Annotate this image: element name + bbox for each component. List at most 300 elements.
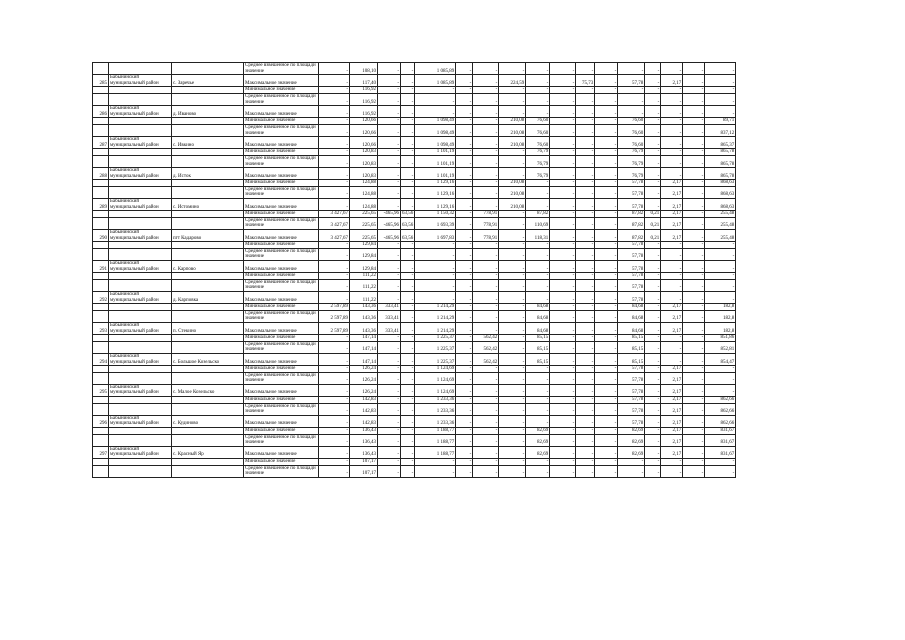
value-cell: 57,78	[618, 261, 645, 273]
value-cell: -	[401, 291, 415, 303]
value-cell: -	[526, 384, 550, 396]
value-cell: 865,78	[705, 168, 736, 180]
row-number	[93, 273, 109, 280]
row-number	[93, 434, 109, 446]
value-cell: 333,41	[378, 310, 401, 322]
value-type: Минимальное значение	[244, 335, 319, 342]
value-cell: 84,68	[526, 304, 550, 311]
value-cell: -	[378, 341, 401, 353]
value-cell: -	[595, 446, 618, 458]
value-cell: -	[473, 304, 499, 311]
value-type: Максимальное значение	[244, 353, 319, 365]
row-number	[93, 459, 109, 466]
value-cell: 2,17	[661, 434, 683, 446]
value-cell: 107,17	[350, 465, 378, 477]
value-cell: -	[401, 149, 415, 156]
value-cell: 63,56	[401, 217, 415, 229]
value-cell: -	[645, 180, 661, 187]
value-cell: -	[550, 291, 576, 303]
value-cell: 87,82	[526, 211, 550, 218]
value-cell: -	[645, 415, 661, 427]
value-cell: 1 214,29	[415, 310, 456, 322]
table-row	[93, 93, 736, 105]
value-type: Минимальное значение	[244, 118, 319, 125]
settlement-name: с. Красный Яр	[172, 446, 244, 458]
table-row	[93, 75, 736, 87]
value-cell: 57,78	[618, 403, 645, 415]
value-cell: -	[473, 180, 499, 187]
value-cell: -	[683, 353, 705, 365]
value-cell: 85,15	[526, 341, 550, 353]
value-cell: -	[401, 242, 415, 249]
row-number	[93, 211, 109, 218]
value-cell: -	[499, 459, 526, 466]
value-cell: -	[595, 384, 618, 396]
row-number: 290	[93, 230, 109, 242]
value-cell: 1 101,19	[415, 149, 456, 156]
value-cell: -	[473, 63, 499, 75]
value-cell: -	[683, 137, 705, 149]
value-cell: -	[456, 242, 473, 249]
settlement-name	[172, 335, 244, 342]
value-cell: -	[499, 106, 526, 118]
value-type: Минимальное значение	[244, 242, 319, 249]
value-cell: -	[319, 261, 350, 273]
value-cell: -	[473, 186, 499, 198]
value-cell: -	[550, 353, 576, 365]
value-cell: -	[683, 322, 705, 334]
value-cell: -	[319, 118, 350, 125]
value-cell: -	[595, 304, 618, 311]
value-cell: -	[378, 137, 401, 149]
value-cell: -	[473, 322, 499, 334]
value-cell: -	[645, 465, 661, 477]
value-cell: 333,41	[378, 322, 401, 334]
value-cell: -	[595, 291, 618, 303]
district-name	[109, 372, 172, 384]
value-cell: -	[456, 434, 473, 446]
district-name: Бабынинский муниципальный район	[109, 199, 172, 211]
value-cell: -	[683, 335, 705, 342]
value-cell: 126,24	[350, 366, 378, 373]
district-name: Бабынинский муниципальный район	[109, 137, 172, 149]
value-cell: -	[526, 465, 550, 477]
value-cell: -	[645, 291, 661, 303]
row-number	[93, 372, 109, 384]
value-cell: -	[576, 446, 595, 458]
value-cell: -	[705, 273, 736, 280]
value-cell: 76,79	[526, 168, 550, 180]
value-cell: 57,78	[618, 366, 645, 373]
value-cell: -	[661, 353, 683, 365]
district-name	[109, 459, 172, 466]
value-cell: -	[456, 304, 473, 311]
value-cell: -	[645, 428, 661, 435]
value-cell: -	[661, 149, 683, 156]
value-cell: -	[550, 415, 576, 427]
value-cell: 126,24	[350, 384, 378, 396]
value-cell: 57,78	[618, 180, 645, 187]
value-cell: -	[595, 137, 618, 149]
value-cell: -	[576, 186, 595, 198]
value-cell: 76,79	[526, 149, 550, 156]
value-cell: -	[683, 106, 705, 118]
value-cell: -	[319, 397, 350, 404]
value-cell: -	[319, 248, 350, 260]
value-type: Среднее взвешенное по площади значение	[244, 155, 319, 167]
value-type: Минимальное значение	[244, 459, 319, 466]
value-cell: -	[526, 261, 550, 273]
value-type: Среднее взвешенное по площади значение	[244, 341, 319, 353]
value-cell: -	[415, 279, 456, 291]
value-cell: -	[499, 446, 526, 458]
value-cell: -	[595, 428, 618, 435]
value-cell: -	[550, 137, 576, 149]
value-cell: -	[499, 415, 526, 427]
value-cell: -	[550, 322, 576, 334]
value-cell: 63,56	[401, 230, 415, 242]
value-cell: 2,17	[661, 403, 683, 415]
value-cell: -	[661, 87, 683, 94]
value-cell: -	[378, 149, 401, 156]
value-cell: -	[661, 273, 683, 280]
value-cell: 1 693,39	[415, 217, 456, 229]
value-cell: -	[319, 279, 350, 291]
value-cell: -	[401, 75, 415, 87]
district-name	[109, 180, 172, 187]
row-number: 291	[93, 261, 109, 273]
value-cell: -	[473, 273, 499, 280]
value-cell: -	[401, 434, 415, 446]
value-cell: -	[401, 353, 415, 365]
value-cell: -	[705, 106, 736, 118]
row-number	[93, 341, 109, 353]
value-cell: 182,8	[705, 310, 736, 322]
district-name	[109, 341, 172, 353]
value-cell: 84,68	[526, 322, 550, 334]
value-cell: -	[683, 291, 705, 303]
value-cell: -	[683, 63, 705, 75]
value-cell: 1 129,16	[415, 199, 456, 211]
value-cell: -	[378, 397, 401, 404]
value-cell: -	[550, 242, 576, 249]
value-cell: -	[550, 63, 576, 75]
value-cell: 0,21	[645, 211, 661, 218]
value-cell: -	[576, 199, 595, 211]
settlement-name: пгт Кадарово	[172, 230, 244, 242]
value-cell: 120,66	[350, 137, 378, 149]
value-cell: -	[595, 93, 618, 105]
value-cell: -	[550, 199, 576, 211]
value-cell: 2,17	[661, 397, 683, 404]
value-type: Среднее взвешенное по площади значение	[244, 248, 319, 260]
value-cell: 76,60	[526, 118, 550, 125]
value-cell: 2 597,89	[319, 304, 350, 311]
value-cell: -465,96	[378, 211, 401, 218]
value-cell: -	[576, 384, 595, 396]
value-cell: 333,41	[378, 304, 401, 311]
settlement-name	[172, 87, 244, 94]
value-type: Максимальное значение	[244, 168, 319, 180]
value-cell: 831,67	[705, 428, 736, 435]
settlement-name	[172, 279, 244, 291]
value-cell: -	[661, 459, 683, 466]
value-cell: -	[456, 335, 473, 342]
value-cell: -	[683, 279, 705, 291]
value-cell: -	[595, 106, 618, 118]
value-cell: -	[683, 465, 705, 477]
value-cell: -	[499, 211, 526, 218]
district-name	[109, 93, 172, 105]
value-cell: 2,17	[661, 310, 683, 322]
value-cell: -	[319, 366, 350, 373]
value-cell: -	[683, 459, 705, 466]
value-cell: -	[550, 397, 576, 404]
value-cell: -	[378, 186, 401, 198]
value-cell: -	[526, 273, 550, 280]
value-cell: -	[401, 261, 415, 273]
table-row	[93, 415, 736, 427]
value-cell: -	[499, 93, 526, 105]
row-number	[93, 248, 109, 260]
row-number	[93, 124, 109, 136]
table-row	[93, 273, 736, 280]
value-cell: -	[683, 397, 705, 404]
value-cell: -	[473, 242, 499, 249]
value-cell: -	[499, 434, 526, 446]
settlement-name	[172, 273, 244, 280]
value-cell: -	[473, 137, 499, 149]
value-type: Среднее взвешенное по площади значение	[244, 186, 319, 198]
settlement-name: д. Иваново	[172, 106, 244, 118]
value-cell: 2,17	[661, 199, 683, 211]
value-cell: -	[645, 199, 661, 211]
value-cell: -	[401, 93, 415, 105]
value-cell: -	[456, 93, 473, 105]
value-cell: 82,69	[618, 434, 645, 446]
value-cell: -	[319, 384, 350, 396]
value-type: Максимальное значение	[244, 322, 319, 334]
value-cell: -	[319, 341, 350, 353]
value-cell: -	[645, 310, 661, 322]
value-cell: -	[456, 415, 473, 427]
value-cell: -	[576, 261, 595, 273]
value-cell: 1 098,49	[415, 124, 456, 136]
value-cell: -	[473, 428, 499, 435]
value-cell: -	[595, 273, 618, 280]
value-cell: -	[550, 87, 576, 94]
table-row	[93, 279, 736, 291]
value-cell: -	[595, 186, 618, 198]
row-number: 287	[93, 137, 109, 149]
value-cell: 57,78	[618, 273, 645, 280]
value-cell: 82,69	[526, 428, 550, 435]
value-cell: -	[683, 230, 705, 242]
value-cell: -	[550, 304, 576, 311]
value-cell: -	[378, 261, 401, 273]
value-cell: -	[550, 180, 576, 187]
value-cell: -	[661, 63, 683, 75]
table-row	[93, 465, 736, 477]
value-cell: -	[595, 366, 618, 373]
value-cell: -	[595, 397, 618, 404]
district-name	[109, 310, 172, 322]
row-number	[93, 93, 109, 105]
value-cell: -	[526, 180, 550, 187]
value-cell: -	[550, 261, 576, 273]
value-cell: 852,81	[705, 341, 736, 353]
value-cell: 2,17	[661, 180, 683, 187]
value-type: Минимальное значение	[244, 273, 319, 280]
settlement-name	[172, 93, 244, 105]
value-cell: -	[415, 93, 456, 105]
value-cell: 831,67	[705, 446, 736, 458]
value-cell: -	[473, 118, 499, 125]
value-cell: -	[526, 397, 550, 404]
value-cell: -	[499, 341, 526, 353]
value-cell: -	[378, 87, 401, 94]
value-cell: -	[595, 118, 618, 125]
district-name: Бабынинский муниципальный район	[109, 230, 172, 242]
value-cell: -	[683, 211, 705, 218]
value-cell: 225,65	[350, 217, 378, 229]
value-cell: 129,84	[350, 242, 378, 249]
value-cell: -	[645, 186, 661, 198]
table-row	[93, 87, 736, 94]
value-cell: -	[526, 87, 550, 94]
value-cell: -	[576, 63, 595, 75]
value-cell: 2,17	[661, 322, 683, 334]
value-cell: -465,96	[378, 230, 401, 242]
settlement-name	[172, 149, 244, 156]
value-cell: -	[618, 459, 645, 466]
value-cell: -	[319, 106, 350, 118]
value-type: Максимальное значение	[244, 230, 319, 242]
value-cell: -	[499, 322, 526, 334]
table-row	[93, 199, 736, 211]
value-cell: -	[526, 366, 550, 373]
table-row	[93, 230, 736, 242]
district-name	[109, 335, 172, 342]
value-cell: -	[319, 353, 350, 365]
value-cell: -	[319, 446, 350, 458]
value-cell: -	[499, 155, 526, 167]
table-row	[93, 186, 736, 198]
settlement-name	[172, 465, 244, 477]
value-cell: -	[319, 335, 350, 342]
value-cell: -	[456, 230, 473, 242]
value-cell: 118,31	[526, 230, 550, 242]
value-cell: -	[499, 428, 526, 435]
settlement-name: с. Заречье	[172, 75, 244, 87]
value-cell: -	[456, 397, 473, 404]
value-cell: -	[378, 465, 401, 477]
value-cell: -	[473, 397, 499, 404]
row-number	[93, 428, 109, 435]
value-cell: 76,60	[618, 137, 645, 149]
value-cell: 142,83	[350, 397, 378, 404]
value-cell: 136,43	[350, 434, 378, 446]
value-cell: -	[378, 63, 401, 75]
value-cell: 1 124,69	[415, 366, 456, 373]
district-name	[109, 366, 172, 373]
value-cell: -	[499, 335, 526, 342]
value-cell: 116,92	[350, 87, 378, 94]
value-cell: 2 597,89	[319, 310, 350, 322]
value-cell: -	[415, 106, 456, 118]
value-cell: -	[661, 93, 683, 105]
value-cell: -	[456, 291, 473, 303]
table-row	[93, 149, 736, 156]
value-cell: -	[526, 415, 550, 427]
value-cell: -	[415, 87, 456, 94]
value-cell: -	[645, 341, 661, 353]
district-name	[109, 279, 172, 291]
district-name	[109, 465, 172, 477]
value-cell: -	[683, 87, 705, 94]
value-cell: -	[550, 310, 576, 322]
value-cell: -	[661, 155, 683, 167]
value-cell: 57,78	[618, 372, 645, 384]
value-cell: 57,78	[618, 186, 645, 198]
value-cell: -	[378, 118, 401, 125]
value-cell: -	[473, 93, 499, 105]
settlement-name: с. Большое Козельско	[172, 353, 244, 365]
value-cell: -	[576, 434, 595, 446]
row-number	[93, 304, 109, 311]
value-cell: -	[456, 211, 473, 218]
value-cell: 868,63	[705, 199, 736, 211]
value-cell: -	[645, 242, 661, 249]
value-cell: -	[645, 335, 661, 342]
value-cell: 210,08	[499, 137, 526, 149]
value-cell: 84,68	[618, 310, 645, 322]
value-cell: 76,79	[618, 155, 645, 167]
value-cell: -	[526, 106, 550, 118]
value-cell: 851,86	[705, 335, 736, 342]
value-cell: -	[473, 384, 499, 396]
value-cell: 57,78	[618, 75, 645, 87]
value-cell: -	[595, 279, 618, 291]
district-name: Бабынинский муниципальный район	[109, 353, 172, 365]
settlement-name: с. Карпово	[172, 261, 244, 273]
value-cell: 108,10	[350, 63, 378, 75]
value-cell: -	[401, 428, 415, 435]
value-cell: -	[645, 366, 661, 373]
value-cell: 1 150,32	[415, 211, 456, 218]
value-cell: -	[473, 106, 499, 118]
value-type: Максимальное значение	[244, 106, 319, 118]
district-name: Бабынинский муниципальный район	[109, 106, 172, 118]
value-cell: -	[378, 106, 401, 118]
value-cell: -	[683, 384, 705, 396]
value-cell: -	[645, 459, 661, 466]
value-cell: -	[456, 459, 473, 466]
value-cell: 562,42	[473, 341, 499, 353]
value-cell: 1 098,49	[415, 118, 456, 125]
district-name	[109, 211, 172, 218]
value-cell: 107,17	[350, 459, 378, 466]
value-cell: -	[456, 279, 473, 291]
value-cell: 124,88	[350, 199, 378, 211]
value-cell: -	[683, 428, 705, 435]
value-cell: 143,36	[350, 310, 378, 322]
table-row	[93, 310, 736, 322]
value-cell: -	[378, 93, 401, 105]
value-cell: -	[456, 446, 473, 458]
value-cell: -	[401, 186, 415, 198]
value-cell: -	[683, 168, 705, 180]
